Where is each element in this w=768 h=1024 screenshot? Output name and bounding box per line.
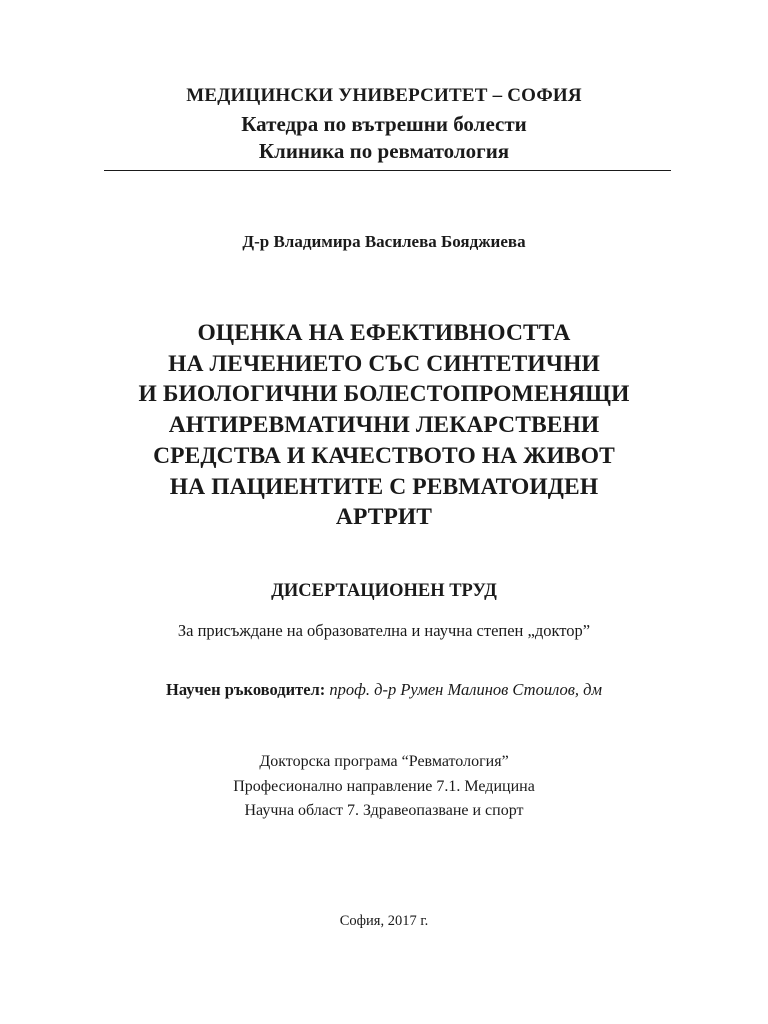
department-name: Катедра по вътрешни болести [241,112,527,136]
scientific-area: Научна област 7. Здравеопазване и спорт [244,802,524,819]
title-line: АНТИРЕВМАТИЧНИ ЛЕКАРСТВЕНИ [168,412,600,439]
professional-field: Професионално направление 7.1. Медицина [233,777,535,795]
title-line: И БИОЛОГИЧНИ БОЛЕСТОПРОМЕНЯЩИ [138,381,630,408]
supervisor-name: проф. д-р Румен Малинов Стоилов, дм [329,680,603,699]
university-name: МЕДИЦИНСКИ УНИВЕРСИТЕТ – СОФИЯ [186,85,582,106]
header-divider [104,170,671,171]
supervisor-line [0,680,768,700]
title-line: НА ПАЦИЕНТИТЕ С РЕВМАТОИДЕН [169,473,599,500]
title-line: НА ЛЕЧЕНИЕТО СЪС СИНТЕТИЧНИ [168,350,600,377]
doctoral-program: Докторска програма “Ревматология” [259,753,509,770]
title-line: СРЕДСТВА И КАЧЕСТВОТО НА ЖИВОТ [153,442,615,469]
author-name: Д-р Владимира Василева Бояджиева [242,232,526,251]
dissertation-title [0,318,768,533]
title-line: АРТРИТ [335,504,433,531]
place-and-year: София, 2017 г. [339,913,429,929]
degree-award-text: За присъждане на образователна и научна степен „доктор” [177,621,591,640]
clinic-name: Клиника по ревматология [258,139,510,163]
dissertation-label: ДИСЕРТАЦИОНЕН ТРУД [271,581,497,601]
title-line: ОЦЕНКА НА ЕФЕКТИВНОСТТА [197,320,571,346]
supervisor-label: Научен ръководител: [165,680,326,699]
program-block [0,750,768,824]
